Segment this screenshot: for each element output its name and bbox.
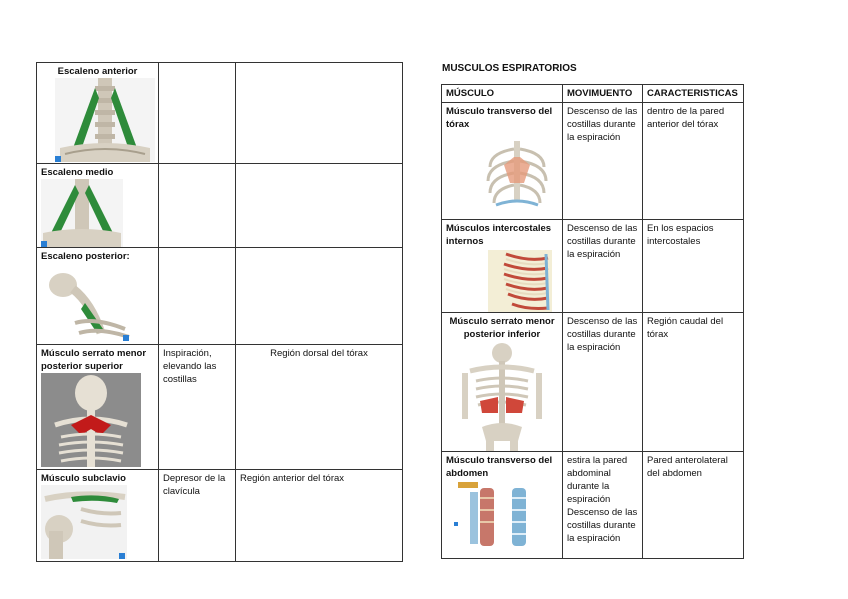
subclavius-illustration-icon (41, 485, 127, 559)
scalene-medius-illustration-icon (41, 179, 123, 247)
movement-cell: Inspiración, elevando las costillas (159, 345, 236, 470)
characteristics-cell (236, 248, 403, 345)
movement-cell: Descenso de las costillas durante la espiración (563, 220, 643, 313)
movement-cell (159, 248, 236, 345)
muscle-name: Músculo serrato menor posterior superior (41, 348, 147, 372)
table-row (37, 63, 403, 164)
muscle-cell (37, 345, 159, 470)
serratus-posterior-superior-illustration-icon (41, 373, 141, 467)
header-muscle: MÚSCULO (442, 85, 563, 103)
muscle-name: Músculo serrato menor posterior inferior (449, 316, 555, 340)
table-row (442, 313, 744, 452)
muscle-name: Músculo transverso del tórax (446, 106, 553, 130)
movement-cell: estira la pared abdominal durante la espiración Descenso de las costillas durante la espiración (563, 452, 643, 559)
table-row (37, 345, 403, 470)
muscle-name: Escaleno medio (41, 167, 114, 178)
characteristics-cell: dentro de la pared anterior del tórax (643, 103, 744, 220)
muscle-name: Músculos intercostales internos (446, 223, 552, 247)
header-movement: MOVIMUENTO (563, 85, 643, 103)
characteristics-cell (236, 164, 403, 248)
serratus-posterior-inferior-illustration-icon (460, 343, 544, 451)
table-row (37, 470, 403, 562)
section-title: MUSCULOS ESPIRATORIOS (442, 63, 577, 74)
movement-cell (159, 63, 236, 164)
table-row (442, 452, 744, 559)
transversus-abdominis-illustration-icon (450, 482, 534, 550)
muscle-cell (442, 452, 563, 559)
scalene-posterior-illustration-icon (45, 263, 135, 341)
muscle-cell (37, 164, 159, 248)
muscle-name: Escaleno posterior: (41, 251, 130, 262)
transversus-thoracis-illustration-icon (484, 139, 550, 213)
characteristics-cell: Pared anterolateral del abdomen (643, 452, 744, 559)
muscle-cell (37, 63, 159, 164)
characteristics-cell: Región anterior del tórax (236, 470, 403, 562)
muscle-cell (37, 248, 159, 345)
muscle-cell (442, 220, 563, 313)
expiratory-muscles-table (441, 84, 744, 559)
characteristics-cell (236, 63, 403, 164)
muscle-name: Músculo transverso del abdomen (446, 455, 553, 479)
movement-cell: Descenso de las costillas durante la espiración (563, 103, 643, 220)
muscle-cell (442, 103, 563, 220)
characteristics-cell: Región caudal del tórax (643, 313, 744, 452)
inspiratory-muscles-table (36, 62, 403, 562)
movement-cell: Depresor de la clavícula (159, 470, 236, 562)
movement-cell (159, 164, 236, 248)
scalene-anterior-illustration-icon (55, 78, 155, 162)
characteristics-cell: Región dorsal del tórax (236, 345, 403, 470)
header-characteristics: CARACTERISTICAS (643, 85, 744, 103)
muscle-cell (37, 470, 159, 562)
table-row (37, 164, 403, 248)
characteristics-cell: En los espacios intercostales (643, 220, 744, 313)
header-row (442, 85, 744, 103)
movement-cell: Descenso de las costillas durante la espiración (563, 313, 643, 452)
muscle-cell (442, 313, 563, 452)
table-row (442, 103, 744, 220)
table-row (442, 220, 744, 313)
muscle-name: Músculo subclavio (41, 473, 126, 484)
table-row (37, 248, 403, 345)
muscle-name: Escaleno anterior (57, 66, 138, 77)
internal-intercostals-illustration-icon (488, 250, 552, 312)
